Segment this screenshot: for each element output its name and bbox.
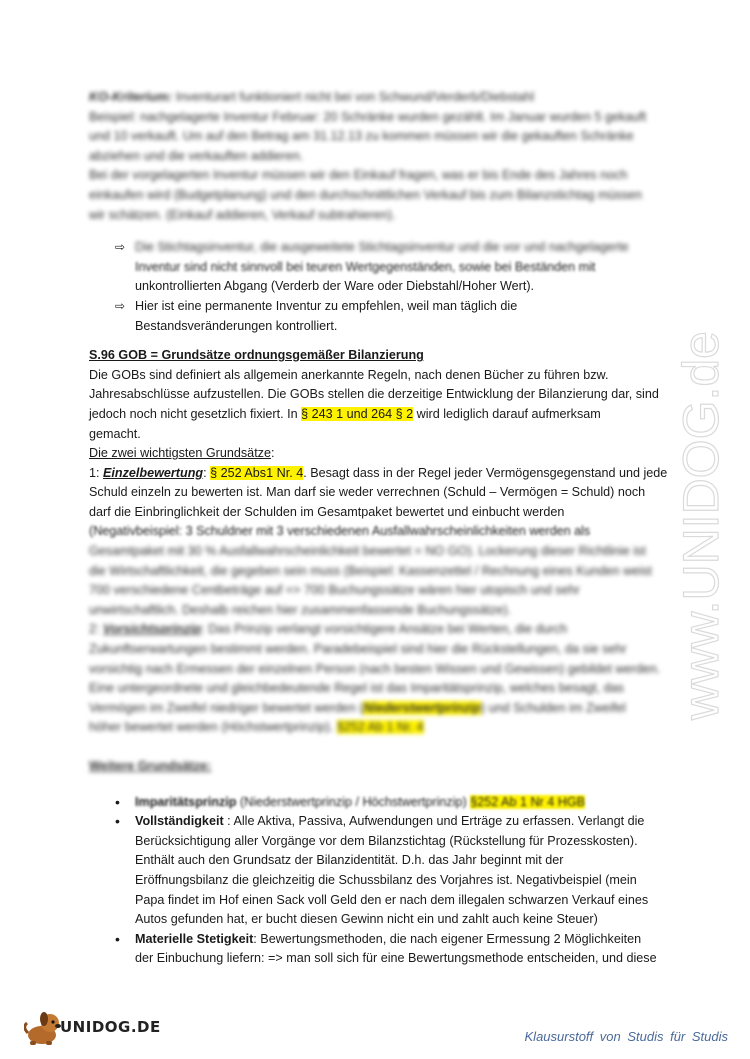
text-span: (Niederstwertprinzip / Höchstwertprinzip) [236,794,471,809]
text-line: Enthält auch den Grundsatz der Bilanzidentität. D.h. das Jahr beginnt mit der [135,853,564,868]
arrow-right-icon: ⇨ [115,240,126,255]
text-line [135,795,585,809]
text-line: einkaufen wird (Budgetplanung) und den durchschnittlichen Verkauf bis zum Bilanzstichtag müssen [89,187,643,202]
text-span: . Besagt dass in der Regel jeder Vermögensgegenstand und jede [303,465,668,480]
principle-name: Vorsichtsprinzip [103,622,202,637]
bullet-icon: • [115,930,120,947]
document-page [89,88,679,969]
law-reference-highlight: § 243 1 und 264 § 2 [301,406,414,421]
text-line: der Einbuchung liefern: => man soll sich für eine Bewertungsmethode entscheiden, und diese [135,951,657,966]
principle-name: Materielle Stetigkeit [135,931,254,946]
bullet-item [115,812,679,930]
text-line [89,464,679,484]
principle-name: Imparitätsprinzip [135,794,237,809]
text-span: wird lediglich darauf aufmerksam [413,406,601,421]
text-line: abziehen und die verkauften addieren. [89,148,304,163]
text-line: Schuld einzeln zu bewerten ist. Man darf sie weder verrechnen (Schuld – Vermögen = Schuld) noch [89,485,646,500]
text-line: Inventurart funktioniert nicht bei von Schwund/Verderb/Diebstahl [172,90,535,104]
text-span: höher bewertet werden (Höchstwertprinzip). [89,720,337,735]
arrow-item [115,238,679,297]
text-line: die Wirtschaftlichkeit, die gegeben sein muss (Beispiel: Kassenzettel / Rechnung eines Kunden weist [89,563,652,578]
text-line: Gesamtpaket mit 30 % Ausfallwahrscheinlichkeit bewertet = NO GO). Lockerung dieser Richtlinie ist [89,544,646,559]
text-line: Inventur sind nicht sinnvoll bei teuren Wertgegenständen, sowie bei Beständen mit [135,259,596,274]
text-line: Jahresabschlüsse aufzustellen. Die GOBs stellen die derzeitige Entwicklung der Bilanzierung dar, sind [89,387,659,402]
text-line: Bestandsveränderungen kontrolliert. [135,318,338,333]
arrow-item [115,297,679,336]
text-line: und 10 verkauft. Um auf den Betrag am 31.12.13 zu kommen müssen wir die gekauften Schränke [89,129,634,144]
text-line: gemacht. [89,426,141,441]
bullet-icon: • [115,793,120,810]
spacer [89,777,679,789]
text-line: darf die Einbringlichkeit der Schulden im Gesamtpaket bewertet und einbucht werden [89,504,565,519]
bullet-item [115,793,679,813]
text-span: ) und Schulden im Zweifel [480,700,626,715]
text-line [89,620,679,640]
text-line: Die Stichtagsinventur, die ausgeweitete Stichtagsinventur und die vor und nachgelagerte [135,240,629,255]
logo-text: UNIDOG.DE [60,1018,161,1036]
text-line: unkontrollierten Abgang (Verderb der Ware oder Diebstahl/Hoher Wert). [135,279,535,294]
text-span: : Das Prinzip verlangt vorsichtigere Ansätze bei Werten, die durch [201,622,568,637]
text-line: unwirtschaftlich. Deshalb reichen hier zusammenfassende Buchungssätze). [89,602,512,617]
blurred-intro [89,88,679,225]
text-line: Bei der vorgelagerten Inventur müssen wir den Einkauf fragen, was er bis Ende des Jahres noch [89,168,628,183]
watermark [640,280,750,740]
blurred-section [89,542,679,738]
text-line: Eine untergeordnete und gleichbedeutende Regel ist das Imparitätsprinzip, welches besagt, das [89,681,624,696]
arrow-list [115,238,679,336]
bullet-item [115,930,679,969]
law-reference-highlight: §252 Ab 1 Nr 4 HGB [470,794,586,809]
text-line: wir schätzen. (Einkauf addieren, Verkauf subtrahieren). [89,207,396,222]
principle-name: Vollständigkeit [135,814,224,829]
text-span: 1: [89,465,104,480]
text-span: : [203,465,211,480]
text-span: : Alle Aktiva, Passiva, Aufwendungen und Erträge zu erfassen. Verlangt die [223,814,645,829]
text-line: Hier ist eine permanente Inventur zu empfehlen, weil man täglich die [135,298,518,313]
spacer [89,738,679,755]
law-reference-highlight: §252 Ab 1 Nr. 4 [336,720,424,735]
principle-name: Einzelbewertung [103,465,204,480]
arrow-right-icon: ⇨ [115,298,126,313]
section-heading: S.96 GOB = Grundsätze ordnungsgemäßer Bilanzierung [89,348,424,363]
text-span: : [271,446,275,461]
text-line [135,812,679,832]
text-line: Die GOBs sind definiert als allgemein anerkannte Regeln, nach denen Bücher zu führen bzw. [89,367,609,382]
law-reference-highlight: § 252 Abs1 Nr. 4 [210,465,304,480]
text-line: Zukunftserwartungen bestimmt werden. Paradebeispiel sind hier die Rückstellungen, da sie sehr [89,642,627,657]
text-line: vorsichtig nach Ermessen der einzelnen Person (nach besten Wissen und Gewissen) gebildet werden. [89,661,661,676]
text-span: 2: [89,622,104,637]
watermark-text: www.UNIDOG.de [673,331,729,720]
bullet-icon: • [115,813,120,830]
text-line [89,405,679,425]
text-span: : Bewertungsmethoden, die nach eigener Ermessung 2 Möglichkeiten [253,931,642,946]
ko-label: KO-Kriterium: [89,90,173,104]
law-reference-highlight: Niederstwertprinzip [363,700,481,715]
text-line: Autos gefunden hat, er bucht diesen Gewinn nicht ein und zahlt auch keine Steuer) [135,912,598,927]
text-line: Beispiel: nachgelagerte Inventur Februar: 20 Schränke wurden gezählt. Im Januar wurden 5 gekauft [89,109,647,124]
weitere-heading: Weitere Grundsätze: [89,759,212,773]
text-line: Berücksichtigung aller Vorgänge vor dem Bilanzstichtag (Rückstellung für Prozesskosten). [135,833,638,848]
text-line: Eröffnungsbilanz die gleichzeitig die Schussbilanz des Vorjahres ist. Negativbeispiel (mein [135,872,637,887]
text-line [89,699,679,719]
bullet-list [115,793,679,969]
text-line: Papa findet im Hof einen Sack voll Geld den er nach dem illegalen schwarzen Verkauf eines [135,892,649,907]
text-line [89,718,679,738]
text-span: jedoch noch nicht gesetzlich fixiert. In [89,406,302,421]
subheading [89,444,679,464]
text-line: 700 verschiedene Centbeträge auf => 700 Buchungssätze wären hier utopisch und sehr [89,583,580,598]
subheading-text: Die zwei wichtigsten Grundsätze [89,446,271,461]
footer-tagline: Klausurstoff von Studis für Studis [524,1029,728,1044]
text-line [135,930,679,950]
text-line: (Negativbeispiel: 3 Schuldner mit 3 verschiedenen Ausfallwahrscheinlichkeiten werden als [89,524,591,539]
text-span: Vermögen im Zweifel niedriger bewertet werden ( [89,700,364,715]
